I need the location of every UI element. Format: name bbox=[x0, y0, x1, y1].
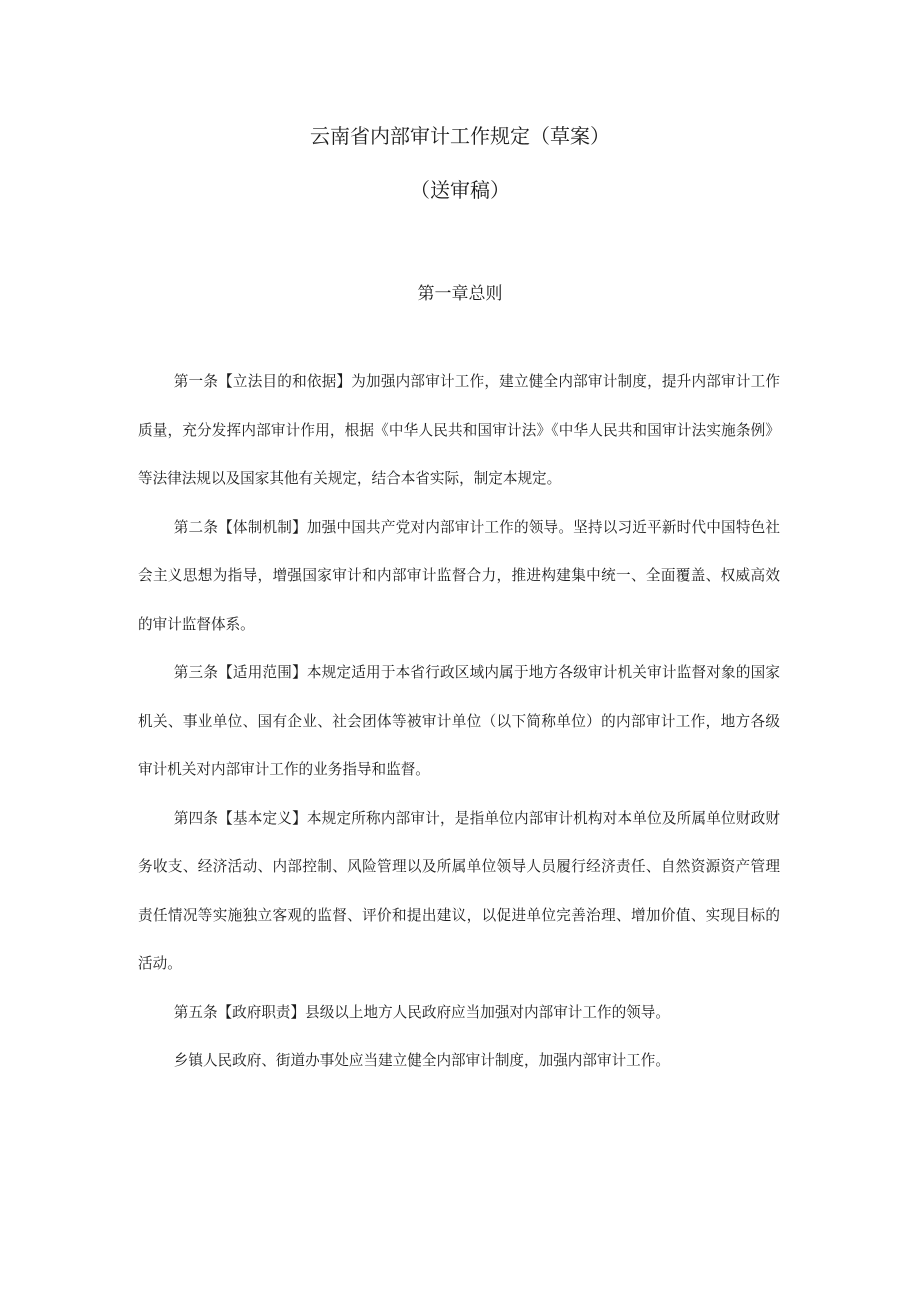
document-title: 云南省内部审计工作规定（草案） bbox=[310, 124, 610, 148]
article-5-paragraph: 第五条【政府职责】县级以上地方人民政府应当加强对内部审计工作的领导。 bbox=[173, 1003, 670, 1021]
article-1-paragraph: 第一条【立法目的和依据】为加强内部审计工作，建立健全内部审计制度，提升内部审计工作质量，充分发挥内部审计作用，根据《中华人民共和国审计法》《中华人民共和国审计法实施条例》等法律法规以及国家其他有关规定，结合本省实际，制定本规定。 bbox=[138, 373, 780, 487]
chapter-heading: 第一章总则 bbox=[417, 284, 503, 304]
document-body bbox=[138, 358, 780, 1086]
article-3-paragraph: 第三条【适用范围】本规定适用于本省行政区域内属于地方各级审计机关审计监督对象的国家机关、事业单位、国有企业、社会团体等被审计单位（以下简称单位）的内部审计工作，地方各级审计机关对内部审计工作的业务指导和监督。 bbox=[138, 664, 780, 778]
article-4-paragraph: 第四条【基本定义】本规定所称内部审计，是指单位内部审计机构对本单位及所属单位财政财务收支、经济活动、内部控制、风险管理以及所属单位领导人员履行经济责任、自然资源资产管理责任情况等实施独立客观的监督、评价和提出建议，以促进单位完善治理、增加价值、实现目标的活动。 bbox=[138, 809, 780, 972]
article-2-paragraph: 第二条【体制机制】加强中国共产党对内部审计工作的领导。坚持以习近平新时代中国特色社会主义思想为指导，增强国家审计和内部审计监督合力，推进构建集中统一、全面覆盖、权威高效的审计监督体系。 bbox=[138, 518, 780, 633]
article-5-paragraph-2: 乡镇人民政府、街道办事处应当建立健全内部审计制度，加强内部审计工作。 bbox=[173, 1052, 670, 1069]
document-subtitle: （送审稿） bbox=[410, 178, 510, 202]
